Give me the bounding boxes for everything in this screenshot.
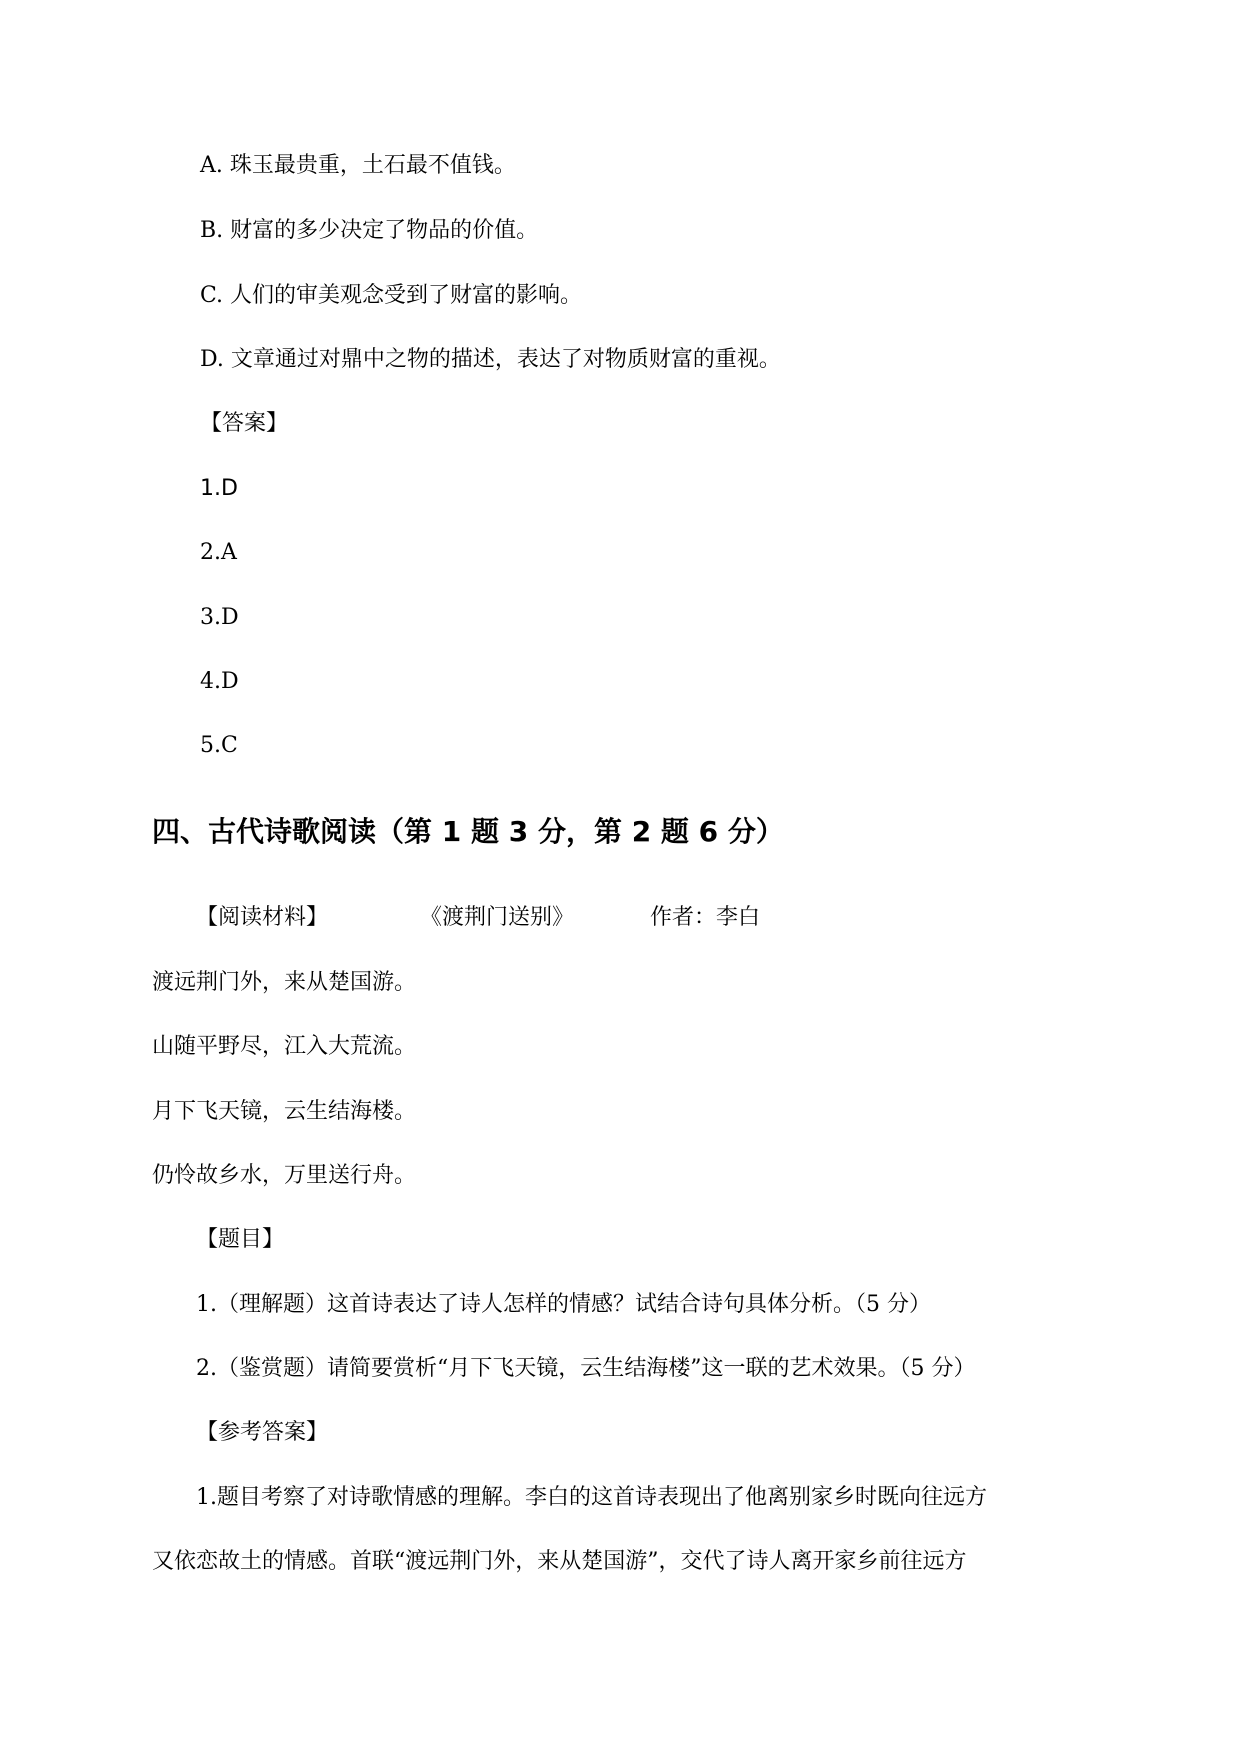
poem-title: 《渡荆门送别》 [420, 905, 575, 930]
answer-item: 4.D [200, 669, 239, 694]
poem-line: 山随平野尽，江入大荒流。 [152, 1034, 417, 1059]
poem-line: 月下飞天镜，云生结海楼。 [152, 1099, 417, 1124]
answer-item: 5.C [200, 733, 238, 758]
question-label: 【题目】 [196, 1227, 285, 1252]
reference-label: 【参考答案】 [196, 1420, 329, 1445]
option-a: A. 珠玉最贵重，土石最不值钱。 [200, 153, 516, 178]
option-b: B. 财富的多少决定了物品的价值。 [200, 218, 539, 243]
question-1: 1.（理解题）这首诗表达了诗人怎样的情感？试结合诗句具体分析。（5 分） [196, 1292, 931, 1317]
question-2: 2.（鉴赏题）请简要赏析“月下飞天镜，云生结海楼”这一联的艺术效果。（5 分） [196, 1356, 976, 1381]
answer-item: 2.A [200, 540, 237, 565]
reference-line: 1.题目考察了对诗歌情感的理解。李白的这首诗表现出了他离别家乡时既向往远方 [196, 1485, 987, 1510]
poem-line: 渡远荆门外，来从楚国游。 [152, 970, 417, 995]
answer-label: 【答案】 [200, 411, 289, 436]
option-d: D. 文章通过对鼎中之物的描述，表达了对物质财富的重视。 [200, 347, 781, 372]
poem-author: 作者：李白 [650, 905, 761, 930]
answer-item: 1.D [200, 476, 238, 501]
poem-line: 仍怜故乡水，万里送行舟。 [152, 1163, 417, 1188]
option-c: C. 人们的审美观念受到了财富的影响。 [200, 283, 583, 308]
section-heading: 四、古代诗歌阅读（第 1 题 3 分，第 2 题 6 分） [152, 815, 784, 848]
material-label: 【阅读材料】 [196, 905, 329, 930]
reference-line: 又依恋故土的情感。首联“渡远荆门外，来从楚国游”，交代了诗人离开家乡前往远方 [152, 1549, 967, 1574]
answer-item: 3.D [200, 605, 239, 630]
